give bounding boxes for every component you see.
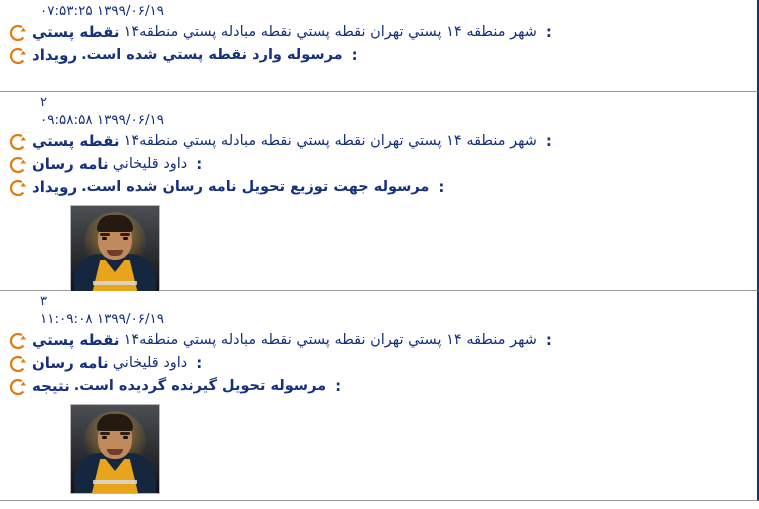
courier-photo[interactable]: [70, 404, 160, 494]
event-text-value-1: مرسوله وارد نقطه پستي شده است.: [81, 47, 343, 63]
event-2-event-row: [10, 176, 747, 199]
colon-separator: :: [545, 23, 552, 41]
postal-point-label: نقطه پستي: [32, 331, 120, 349]
event-label: رويداد: [32, 178, 78, 196]
postal-point-label: نقطه پستي: [32, 23, 120, 41]
photo-brow-left: [100, 233, 110, 236]
photo-brow-left: [100, 432, 110, 435]
circular-arrow-icon: [10, 379, 26, 395]
photo-hair: [97, 215, 133, 232]
result-label: نتيجه: [32, 377, 70, 395]
colon-separator: :: [335, 377, 342, 395]
event-sequence-number-2: ۲: [40, 95, 47, 110]
courier-label: نامه رسان: [32, 354, 109, 372]
photo-vest-stripe: [93, 480, 137, 484]
event-1-postal-point-row: [10, 21, 747, 44]
photo-eye-right: [123, 436, 128, 439]
postal-point-label: نقطه پستي: [32, 132, 120, 150]
courier-name-value-2: داود قليخاني: [112, 156, 188, 172]
colon-separator: :: [545, 331, 552, 349]
event-3-postal-point-row: [10, 329, 747, 352]
photo-eye-left: [102, 436, 107, 439]
colon-separator: :: [196, 155, 203, 173]
circular-arrow-icon: [10, 157, 26, 173]
event-3-courier-row: [10, 352, 747, 375]
photo-hair: [97, 414, 133, 431]
circular-arrow-icon: [10, 25, 26, 41]
circular-arrow-icon: [10, 333, 26, 349]
event-datetime-2: ۰۹:۵۸:۵۸ ۱۳۹۹/۰۶/۱۹: [40, 112, 164, 128]
circular-arrow-icon: [10, 180, 26, 196]
courier-name-value-3: داود قليخاني: [112, 355, 188, 371]
result-value-3: مرسوله تحويل گيرنده گرديده است.: [73, 378, 327, 394]
event-sequence-number-3: ۳: [40, 294, 47, 309]
colon-separator: :: [196, 354, 203, 372]
postal-point-value-2: شهر منطقه ۱۴ پستي تهران نقطه پستي نقطه مبادله پستي منطقه۱۴: [123, 133, 537, 149]
event-datetime-3: ۱۱:۰۹:۰۸ ۱۳۹۹/۰۶/۱۹: [40, 311, 164, 327]
event-label: رويداد: [32, 46, 78, 64]
postal-point-value-1: شهر منطقه ۱۴ پستي تهران نقطه پستي نقطه مبادله پستي منطقه۱۴: [123, 24, 537, 40]
circular-arrow-icon: [10, 48, 26, 64]
photo-eye-left: [102, 237, 107, 240]
colon-separator: :: [545, 132, 552, 150]
photo-brow-right: [120, 233, 130, 236]
tracking-event-3: [0, 291, 759, 501]
courier-photo-wrap-2: [70, 199, 747, 299]
tracking-event-2: [0, 92, 759, 291]
courier-photo-wrap-3: [70, 398, 747, 498]
circular-arrow-icon: [10, 356, 26, 372]
courier-photo[interactable]: [70, 205, 160, 295]
photo-vest-stripe: [93, 281, 137, 285]
event-datetime-1: ۰۷:۵۳:۲۵ ۱۳۹۹/۰۶/۱۹: [40, 3, 164, 19]
event-text-value-2: مرسوله جهت توزيع تحويل نامه رسان شده است.: [81, 179, 430, 195]
photo-eye-right: [123, 237, 128, 240]
colon-separator: :: [351, 46, 358, 64]
postal-point-value-3: شهر منطقه ۱۴ پستي تهران نقطه پستي نقطه مبادله پستي منطقه۱۴: [123, 332, 537, 348]
event-2-postal-point-row: [10, 130, 747, 153]
event-3-result-row: [10, 375, 747, 398]
courier-label: نامه رسان: [32, 155, 109, 173]
circular-arrow-icon: [10, 134, 26, 150]
photo-brow-right: [120, 432, 130, 435]
colon-separator: :: [438, 178, 445, 196]
event-1-event-row: [10, 44, 747, 67]
tracking-event-1: [0, 0, 759, 92]
event-2-courier-row: [10, 153, 747, 176]
